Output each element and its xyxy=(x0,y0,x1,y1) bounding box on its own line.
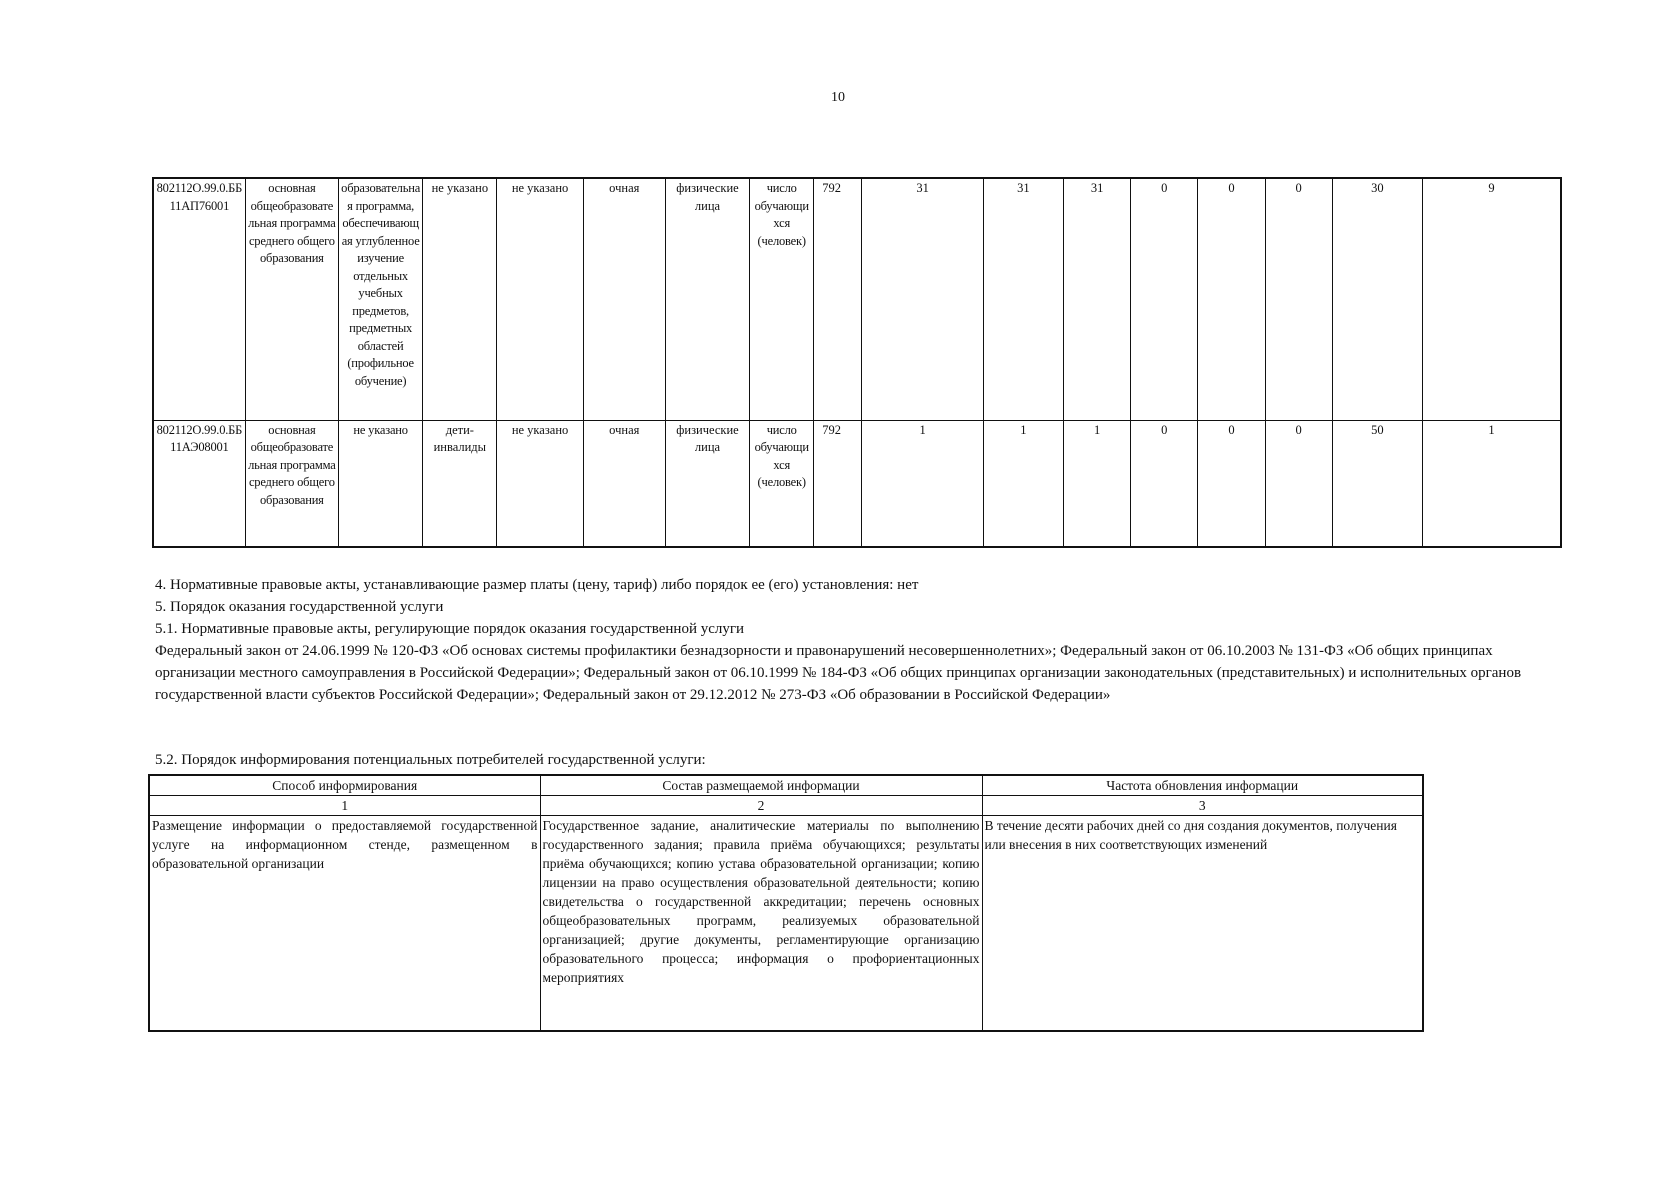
value-4: 0 xyxy=(1131,178,1198,420)
header-method: Способ информирования xyxy=(149,775,540,796)
category: не указано xyxy=(423,178,497,420)
table-row xyxy=(153,178,1561,420)
value-2: 31 xyxy=(983,178,1063,420)
service-code: 802112О.99.0.ББ11АЭ08001 xyxy=(153,420,245,547)
category: дети-инвалиды xyxy=(423,420,497,547)
unit-code: 792 xyxy=(814,178,862,420)
section-5-heading: 5. Порядок оказания государственной услуги xyxy=(155,599,444,615)
value-8: 9 xyxy=(1422,178,1561,420)
laws-paragraph: Федеральный закон от 24.06.1999 № 120-ФЗ «Об основах системы профилактики безнадзорности и правонарушений несовершеннолетних»; Федеральный закон от 06.10.2003 № 131-ФЗ «Об общих принципах организации местного самоуправления в Российской Федерации»; Федеральный закон от 06.10.1999 № 184-ФЗ «Об общих принципах организации законодательных (представительных) и исполнительных органов государственной власти субъектов Российской Федерации»; Федеральный закон от 29.12.2012 № 273-ФЗ «Об образовании в Российской Федерации» xyxy=(155,643,1522,703)
page-number: 10 xyxy=(831,90,845,105)
form: очная xyxy=(583,420,665,547)
indicator: не указано xyxy=(497,420,583,547)
section-4-text: 4. Нормативные правовые акты, устанавливающие размер платы (цену, тариф) либо порядок ее (его) установления: нет xyxy=(155,577,919,593)
table-index-row xyxy=(149,796,1423,816)
program-kind: образовательная программа, обеспечивающая углубленное изучение отдельных учебных предметов, предметных областей (профильное обучение) xyxy=(339,178,423,420)
section-5-2-heading: 5.2. Порядок информирования потенциальных потребителей государственной услуги: xyxy=(155,752,706,768)
service-volume-table xyxy=(152,177,1562,548)
table-header-row xyxy=(149,775,1423,796)
index-1: 1 xyxy=(149,796,540,816)
value-5: 0 xyxy=(1198,420,1265,547)
program-kind: не указано xyxy=(339,420,423,547)
header-frequency: Частота обновления информации xyxy=(982,775,1423,796)
unit-name: число обучающихся (человек) xyxy=(750,178,814,420)
value-7: 50 xyxy=(1332,420,1422,547)
value-1: 1 xyxy=(862,420,983,547)
section-5-1-heading: 5.1. Нормативные правовые акты, регулирующие порядок оказания государственной услуги xyxy=(155,621,745,637)
value-7: 30 xyxy=(1332,178,1422,420)
value-1: 31 xyxy=(862,178,983,420)
program-name: основная общеобразовательная программа среднего общего образования xyxy=(245,420,338,547)
table-row xyxy=(149,816,1423,1031)
form: очная xyxy=(583,178,665,420)
indicator: не указано xyxy=(497,178,583,420)
value-3: 31 xyxy=(1063,178,1130,420)
program-name: основная общеобразовательная программа среднего общего образования xyxy=(245,178,338,420)
unit-code: 792 xyxy=(814,420,862,547)
index-3: 3 xyxy=(982,796,1423,816)
consumers: физические лица xyxy=(665,420,749,547)
service-code: 802112О.99.0.ББ11АП76001 xyxy=(153,178,245,420)
value-6: 0 xyxy=(1265,420,1332,547)
value-8: 1 xyxy=(1422,420,1561,547)
value-3: 1 xyxy=(1063,420,1130,547)
consumers: физические лица xyxy=(665,178,749,420)
table-row xyxy=(153,420,1561,547)
value-2: 1 xyxy=(983,420,1063,547)
info-frequency: В течение десяти рабочих дней со дня создания документов, получения или внесения в них соответствующих изменений xyxy=(982,816,1423,1031)
value-5: 0 xyxy=(1198,178,1265,420)
info-content: Государственное задание, аналитические материалы по выполнению государственного задания; правила приёма обучающихся; результаты приёма обучающихся; копию устава образовательной организации; копию лицензии на право осуществления образовательной деятельности; копию свидетельства о государственной аккредитации; перечень основных общеобразовательных программ, реализуемых образовательной организацией; другие документы, регламентирующие организацию образовательного процесса; информация о профориентационных мероприятиях xyxy=(540,816,982,1031)
header-content: Состав размещаемой информации xyxy=(540,775,982,796)
info-method: Размещение информации о предоставляемой государственной услуге на информационном стенде, размещенном в образовательной организации xyxy=(149,816,540,1031)
unit-name: число обучающихся (человек) xyxy=(750,420,814,547)
value-6: 0 xyxy=(1265,178,1332,420)
index-2: 2 xyxy=(540,796,982,816)
info-table xyxy=(148,774,1424,1032)
value-4: 0 xyxy=(1131,420,1198,547)
